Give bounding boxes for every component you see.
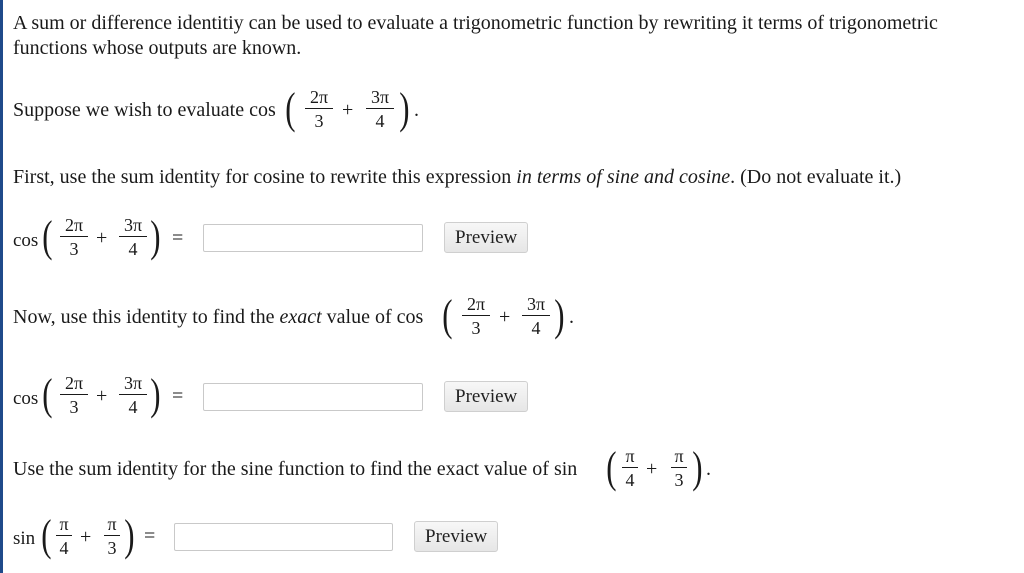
q3-func: sin: [13, 528, 36, 549]
left-border: [0, 0, 3, 573]
now-text-2: value of: [321, 306, 397, 328]
q2-den-1: 3: [69, 397, 79, 417]
use-right-paren: ): [692, 443, 703, 492]
use-den-1: 4: [625, 470, 635, 490]
q2-preview-button[interactable]: Preview: [444, 381, 528, 412]
q1-fraction-1: [60, 215, 88, 259]
q1-answer-input[interactable]: [203, 224, 423, 252]
q1-right-paren: ): [150, 212, 161, 261]
suppose-den-2: 4: [375, 111, 385, 131]
q3-fraction-2: [104, 514, 120, 558]
q2-right-paren: ): [150, 370, 161, 419]
q3-answer-input[interactable]: [174, 523, 393, 551]
use-fraction-2: [671, 446, 687, 490]
q2-num-2: 3π: [123, 373, 143, 393]
now-num-1: 2π: [466, 294, 486, 314]
suppose-num-2: 3π: [370, 87, 390, 107]
first-italic: in terms of sine and cosine: [516, 166, 731, 188]
intro-line-1: A sum or difference identitiy can be used to evaluate a trigonometric function by rewriting it terms of trigonometric: [13, 12, 938, 34]
q3-num-1: π: [59, 514, 69, 534]
q2-func: cos: [13, 388, 39, 409]
q3-right-paren: ): [124, 511, 135, 560]
suppose-left-paren: (: [285, 84, 296, 133]
now-plus: +: [499, 306, 511, 328]
suppose-num-1: 2π: [309, 87, 329, 107]
use-period: .: [706, 458, 711, 480]
q1-fraction-2: [119, 215, 147, 259]
suppose-right-paren: ): [399, 84, 410, 133]
q3-num-2: π: [107, 514, 117, 534]
now-func: cos: [396, 306, 424, 328]
suppose-fraction-1: [305, 87, 333, 131]
suppose-den-1: 3: [314, 111, 324, 131]
use-plus: +: [646, 458, 658, 480]
q1-equals: =: [172, 227, 184, 249]
q2-plus: +: [96, 385, 108, 407]
suppose-label: Suppose we wish to evaluate: [13, 99, 250, 121]
use-num-1: π: [625, 446, 635, 466]
q2-equals: =: [172, 385, 184, 407]
use-text: [13, 457, 577, 482]
q1-func: cos: [13, 230, 39, 251]
suppose-plus: +: [342, 99, 354, 121]
q2-fraction-1: [60, 373, 88, 417]
suppose-func: cos: [249, 99, 276, 121]
first-text-1: First, use the sum identity for cosine to rewrite this expression: [13, 166, 517, 188]
intro-line-2: functions whose outputs are known.: [13, 37, 302, 59]
use-num-2: π: [674, 446, 684, 466]
suppose-period: .: [414, 99, 419, 121]
q3-left-paren: (: [41, 511, 52, 560]
now-num-2: 3π: [526, 294, 546, 314]
use-den-2: 3: [674, 470, 684, 490]
use-label: Use the sum identity for the sine function to find the exact value of: [13, 458, 554, 480]
first-text-2: . (Do not evaluate it.): [730, 166, 902, 188]
now-italic: exact: [279, 306, 322, 328]
q3-fraction-1: [56, 514, 72, 558]
use-left-paren: (: [606, 443, 617, 492]
now-text-1: Now, use this identity to find the: [13, 306, 280, 328]
now-text: [13, 305, 423, 330]
q1-plus: +: [96, 227, 108, 249]
q1-preview-button[interactable]: Preview: [444, 222, 528, 253]
first-instruction: [13, 165, 901, 190]
q3-plus: +: [80, 526, 92, 548]
q1-den-1: 3: [69, 239, 79, 259]
suppose-fraction-2: [366, 87, 394, 131]
now-den-2: 4: [531, 318, 541, 338]
suppose-text: [13, 98, 276, 123]
q2-fraction-2: [119, 373, 147, 417]
use-fraction-1: [622, 446, 638, 490]
now-left-paren: (: [442, 291, 453, 340]
q1-num-2: 3π: [123, 215, 143, 235]
now-den-1: 3: [471, 318, 481, 338]
now-period: .: [569, 306, 574, 328]
q3-equals: =: [144, 525, 156, 547]
q2-den-2: 4: [128, 397, 138, 417]
use-func: sin: [553, 458, 578, 480]
q1-num-1: 2π: [64, 215, 84, 235]
now-fraction-1: [462, 294, 490, 338]
q2-answer-input[interactable]: [203, 383, 423, 411]
now-right-paren: ): [554, 291, 565, 340]
q3-den-2: 3: [107, 538, 117, 558]
q2-num-1: 2π: [64, 373, 84, 393]
q3-den-1: 4: [59, 538, 69, 558]
q2-left-paren: (: [42, 370, 53, 419]
now-fraction-2: [522, 294, 550, 338]
q1-den-2: 4: [128, 239, 138, 259]
q3-preview-button[interactable]: Preview: [414, 521, 498, 552]
q1-left-paren: (: [42, 212, 53, 261]
